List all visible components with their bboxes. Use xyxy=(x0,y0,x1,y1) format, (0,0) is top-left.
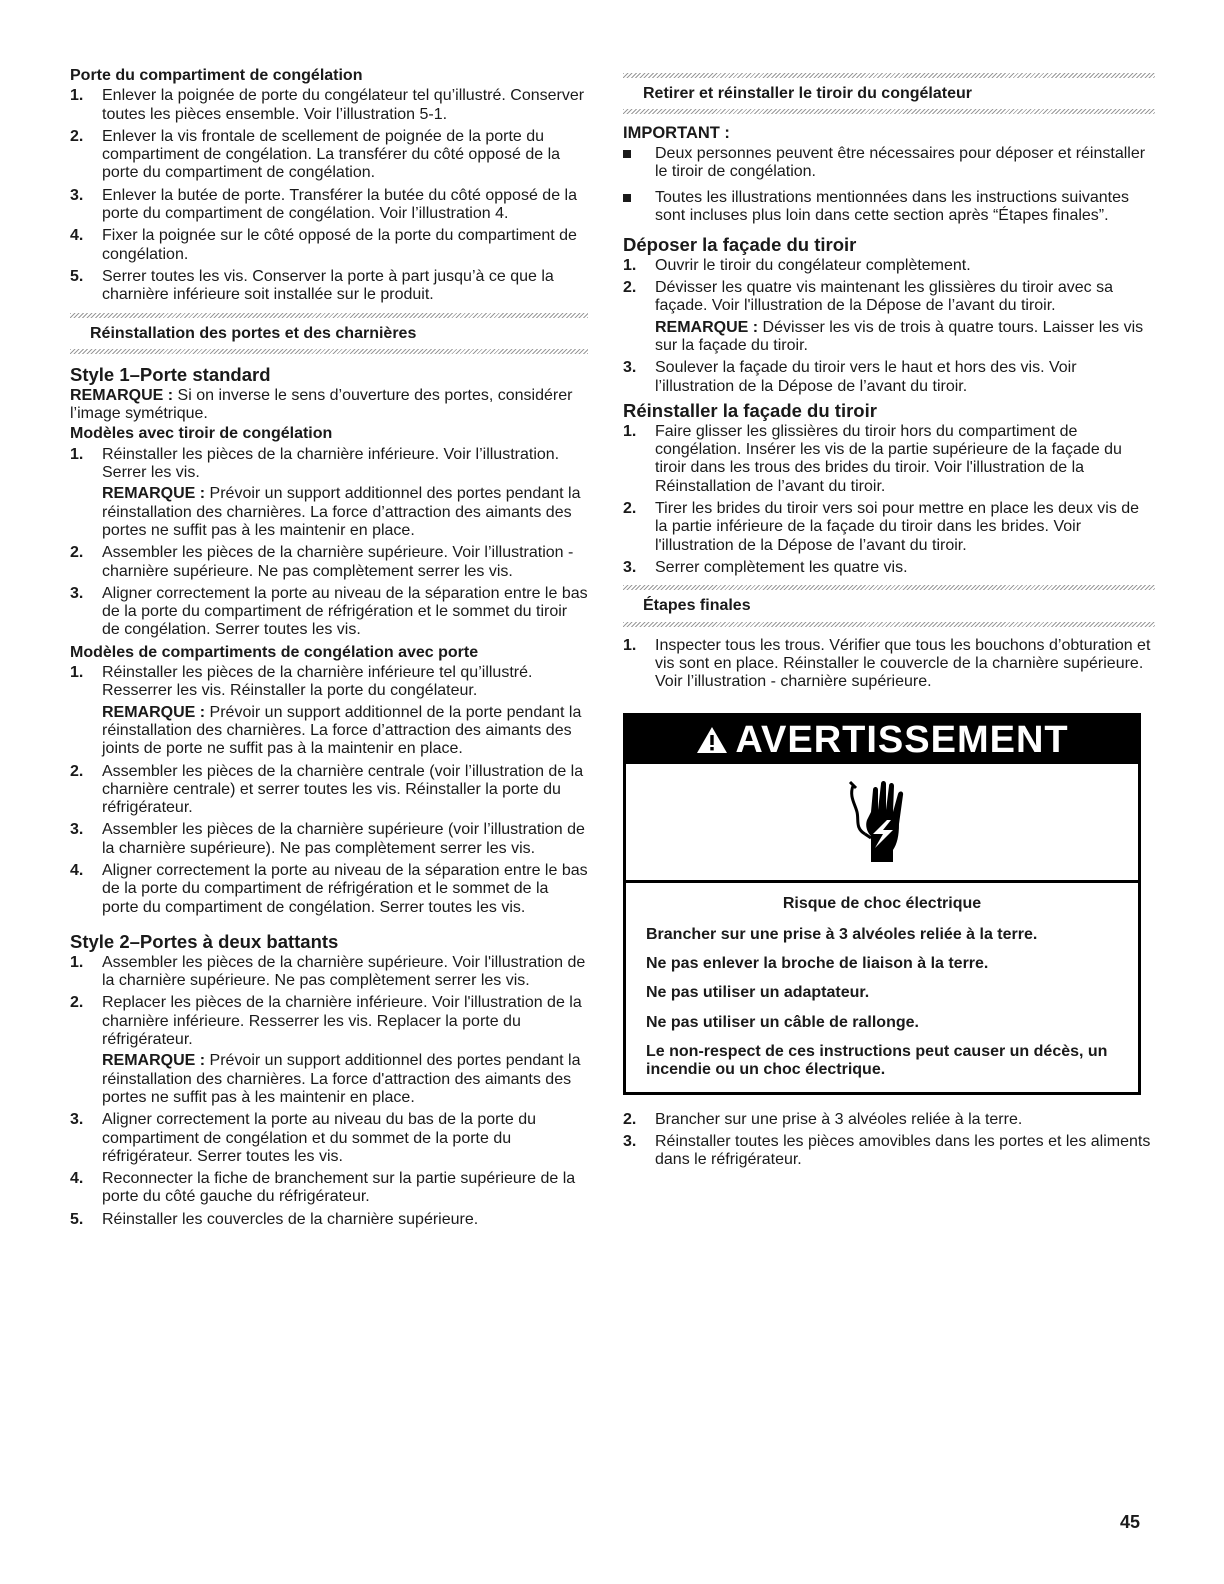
list-item: 3. Serrer complètement les quatre vis. xyxy=(623,558,908,576)
style1-title: Style 1–Porte standard xyxy=(70,363,271,385)
important-title: IMPORTANT : xyxy=(623,124,730,143)
hatched-rule xyxy=(70,349,588,354)
models-door-steps xyxy=(70,664,588,917)
list-item: Deux personnes peuvent être nécessaires pour déposer et réinstaller le tiroir de congélation. xyxy=(623,145,1155,182)
after-warning-steps xyxy=(623,1111,1155,1170)
list-item: 1. Réinstaller les pièces de la charnière inférieure. Voir l’illustration. Serrer les vis. REMARQUE : Prévoir un support additionnel des portes pendant la réinstallation des charnières. La force d’attraction des aimants des portes ne suffit pas à les maintenir en place. xyxy=(70,445,581,539)
section-band-final-steps: Étapes finales xyxy=(623,585,1155,626)
page-number: 45 xyxy=(1119,1512,1140,1532)
list-item: 5. Serrer toutes les vis. Conserver la porte à part jusqu’à ce que la charnière inférieure soit installée sur le produit. xyxy=(70,267,554,304)
list-item: 4. Reconnecter la fiche de branchement sur la partie supérieure de la porte du côté gauche du réfrigérateur. xyxy=(70,1170,576,1206)
section-band-drawer: Retirer et réinstaller le tiroir du congélateur xyxy=(623,73,1155,114)
warning-line: Ne pas utiliser un câble de rallonge. xyxy=(646,1013,919,1031)
list-item: 3. Enlever la butée de porte. Transférer la butée du côté opposé de la porte du compartiment de congélation. Voir l’illustration 4. xyxy=(70,186,577,223)
reinstall-front-steps xyxy=(623,423,1155,577)
warning-line: Ne pas utiliser un adaptateur. xyxy=(646,984,870,1002)
style2-title: Style 2–Portes à deux battants xyxy=(70,930,339,952)
list-item: 3. Réinstaller toutes les pièces amovibles dans les portes et les aliments dans le réfrigérateur. xyxy=(623,1132,1151,1169)
freezer-door-steps xyxy=(70,87,588,304)
warning-icon-area xyxy=(626,764,1138,883)
models-drawer-steps xyxy=(70,446,588,640)
electric-shock-hand-icon xyxy=(847,776,917,868)
list-item: 1. Assembler les pièces de la charnière supérieure. Voir l'illustration de la charnière supérieure. Ne pas complètement serrer les vis. xyxy=(70,953,586,990)
list-item: 2. Assembler les pièces de la charnière centrale (voir l’illustration de la charnière centrale) et serrer toutes les vis. Réinstaller la porte du réfrigérateur. xyxy=(70,762,584,817)
models-drawer-title: Modèles avec tiroir de congélation xyxy=(70,425,333,443)
warning-body xyxy=(626,883,1138,1091)
list-item: 3. Aligner correctement la porte au niveau du bas de la porte du compartiment de congélation et du sommet de la porte du réfrigérateur. Serrer toutes les vis. xyxy=(70,1111,537,1165)
remove-front-steps xyxy=(623,257,1155,396)
reinstall-front-title: Réinstaller la façade du tiroir xyxy=(623,399,877,421)
remove-front-title: Déposer la façade du tiroir xyxy=(623,233,857,255)
style2-steps xyxy=(70,954,588,1229)
right-column xyxy=(623,67,1155,1173)
style1-note: REMARQUE : Si on inverse le sens d’ouverture des portes, considérer l’image symétrique. xyxy=(70,386,573,423)
list-item: 2. Brancher sur une prise à 3 alvéoles reliée à la terre. xyxy=(623,1110,1023,1128)
warning-triangle-icon xyxy=(695,725,729,755)
list-item: 5. Réinstaller les couvercles de la charnière supérieure. xyxy=(70,1210,479,1228)
warning-line: Brancher sur une prise à 3 alvéoles reliée à la terre. xyxy=(646,925,1038,943)
warning-line: Ne pas enlever la broche de liaison à la terre. xyxy=(646,955,989,973)
important-bullets xyxy=(623,145,1155,226)
section-band-reinstall-doors: Réinstallation des portes et des charnières xyxy=(70,313,588,354)
list-item: 2. Tirer les brides du tiroir vers soi pour mettre en place les deux vis de la partie inférieure de la façade du tiroir dans les brides. Voir l'illustration de la Dépose de l’avant du tiroir. xyxy=(623,500,1140,554)
warning-box xyxy=(623,713,1141,1094)
list-item: 3. Assembler les pièces de la charnière supérieure (voir l’illustration de la charnière supérieure). Ne pas complètement serrer les vis. xyxy=(70,821,585,857)
hatched-rule xyxy=(623,622,1155,627)
models-door-title: Modèles de compartiments de congélation avec porte xyxy=(70,643,479,661)
list-item: 2. Dévisser les quatre vis maintenant les glissières du tiroir avec sa façade. Voir l'illustration de la Dépose de l’avant du tiroir. REMARQUE : Dévisser les vis de trois à quatre tours. Laisser les vis sur la façade du tiroir. xyxy=(623,279,1144,354)
list-item: 3. Aligner correctement la porte au niveau de la séparation entre le bas de la porte du compartiment de réfrigération et le sommet du tiroir de congélation. Serrer toutes les vis. xyxy=(70,584,588,639)
bullet-square-icon xyxy=(623,194,631,202)
list-item: 3. Soulever la façade du tiroir vers le haut et hors des vis. Voir l’illustration de la Dépose de l’avant du tiroir. xyxy=(623,359,1077,395)
section-title-freezer-door: Porte du compartiment de congélation xyxy=(70,67,363,84)
warning-consequence: Le non-respect de ces instructions peut causer un décès, un incendie ou un choc électrique. xyxy=(646,1042,1108,1079)
list-item: 1. Inspecter tous les trous. Vérifier que tous les bouchons d’obturation et vis sont en place. Réinstaller le couvercle de la charnière supérieure. Voir l’illustration - charnière supérieure. xyxy=(623,636,1151,691)
warning-title: Risque de choc électrique xyxy=(782,895,982,913)
hatched-rule xyxy=(623,109,1155,114)
final-steps xyxy=(623,637,1155,692)
list-item: Toutes les illustrations mentionnées dans les instructions suivantes sont incluses plus loin dans cette section après “Étapes finales”. xyxy=(623,189,1155,226)
list-item: 2. Assembler les pièces de la charnière supérieure. Voir l’illustration - charnière supérieure. Ne pas complètement serrer les vis. xyxy=(70,544,574,580)
list-item: 1. Réinstaller les pièces de la charnière inférieure tel qu’illustré. Resserrer les vis. Réinstaller la porte du congélateur. REMARQUE : Prévoir un support additionnel de la porte pendant la réinstallation des charnières. La force d’attraction des aimants des joints de porte ne suffit pas à la maintenir en place. xyxy=(70,664,582,758)
list-item: 2. Enlever la vis frontale de scellement de poignée de la porte du compartiment de congélation. La transférer du côté opposé de la porte du compartiment de congélation. xyxy=(70,127,561,182)
left-column xyxy=(70,67,588,1233)
warning-header: AVERTISSEMENT xyxy=(626,716,1138,764)
list-item: 1. Enlever la poignée de porte du congélateur tel qu’illustré. Conserver toutes les pièces ensemble. Voir l’illustration 5-1. xyxy=(70,87,585,123)
list-item: 1. Ouvrir le tiroir du congélateur complètement. xyxy=(623,256,971,274)
list-item: 4. Fixer la poignée sur le côté opposé de la porte du compartiment de congélation. xyxy=(70,227,577,263)
bullet-square-icon xyxy=(623,150,631,158)
list-item: 2. Replacer les pièces de la charnière inférieure. Voir l'illustration de la charnière inférieure. Resserrer les vis. Replacer la porte du réfrigérateur. REMARQUE : Prévoir un support additionnel des portes pendant la réinstallation des charnières. La force d'attraction des aimants des portes ne suffit pas à les maintenir en place. xyxy=(70,994,582,1106)
list-item: 1. Faire glisser les glissières du tiroir hors du compartiment de congélation. Insérer les vis de la partie supérieure de la façade du tiroir dans les trous des brides du tiroir. Voir l'illustration de la Réinstallation de l’avant du tiroir. xyxy=(623,422,1122,495)
list-item: 4. Aligner correctement la porte au niveau de la séparation entre le bas de la porte du compartiment de réfrigération et le sommet de la porte du compartiment de congélation. Serrer toutes les vis. xyxy=(70,861,588,916)
